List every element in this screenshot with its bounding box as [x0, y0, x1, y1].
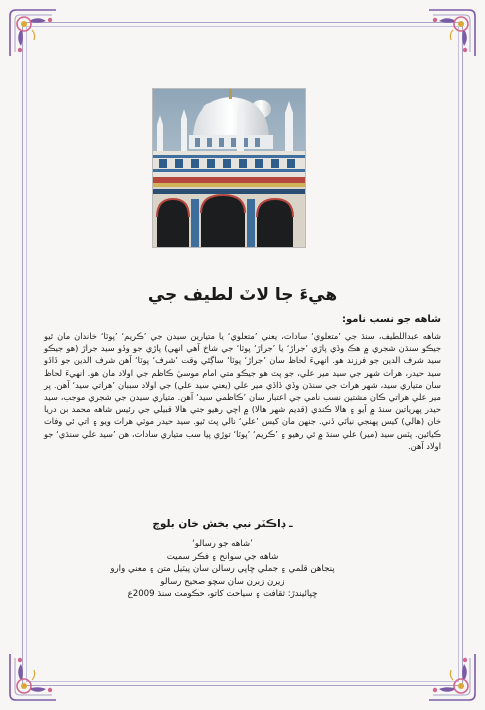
citation-line: پنجاهن قلمي ۽ جملي ڇاپي رسالن سان پيٽيل متن ۽ معني وارو [110, 564, 335, 575]
author-name: ـ ڊاڪٽر نبي بخش خان بلوچ [152, 518, 293, 530]
paragraph-text: شاهه عبداللطيف، سنڌ جي ’متعلوي‘ سادات، يعني ’متعلوي‘ يا متيارين سيدن جي ’ڪريم‘ ’پوٽا‘ خاندان مان ٿيو جيڪو سنڌن شجري ۾ هڪ وڏي پاڙي ’جراڙ‘ يا ’جراڙ‘ پوٽا‘ جي شاخ آهي انهي) پاڙي جو وڏو سيد جراڙ (هو جيڪو سيد شرف الدين جو فرزند هو. انهيءَ لحاظ سان ’جراڙ‘ پوٽا‘ ساڳئي وقت ’شرف‘ پوٽا‘ آهن شرف الدين جو ڏاڏو سيد حيدر، هرات شهر جي سيد مير علي، جو پٽ هو جيڪو متي امام موسيٰ ڪاظم جي اولاد مان هو. انهيءَ لحاظ سان متياري سيد، شهر هرات جي سنڌن وڏي ڏاڏي مير علي (يعني سيد علي) جي اولاد سببان ’هراتي سيد‘ آهن. پر مير علي هراتي ڪان مشتين نسب نامي جي اعتبار سان ’ڪاظمي سيد‘ آهن. متياري سيدن جي شجري موجب، سيد حيدر پهرياتين سنڌ ۾ آيو ۽ هالا ڪندي (قديم شهر هالا) ۾ اچي رهيو جتي هالا قبيلي جي رئيس شاهه محمد بن دريا خان (هالي) کيس پهنجي نياٽي ڏني. جنهن مان کيس ’علي‘ نالي پٽ ٿيو. سيد حيدر موٽي هرات ويو ۽ اتي ئي وفات ڪيائين. پٽس سيد (مير) علي سنڌ ۾ ئي رهيو ۽ ’ڪريم‘ ’پوٽا‘ توڙي پيا سب متياري سادات، هن ’سيد علي سنڌي‘ جو اولاد آهن. [44, 331, 441, 451]
body-paragraph [44, 330, 441, 452]
corner-ornament-icon [6, 6, 60, 60]
corner-ornament-icon [6, 650, 60, 704]
section-heading: شاهه جو نسب نامو: [342, 314, 441, 325]
citation-line: شاهه جي سوانح ۽ فڪر سميت [166, 551, 279, 562]
citation-line: ’شاهه جو رسالو‘ [192, 539, 253, 549]
citation-line: ڇپائيندڙ: ثقافت ۽ سياحت کاتو، حڪومت سنڌ 2009ع [127, 589, 318, 600]
corner-ornament-icon [425, 6, 479, 60]
corner-ornament-icon [425, 650, 479, 704]
shrine-photo [152, 88, 306, 248]
source-citation [60, 538, 385, 601]
citation-line: زيرن زبرن سان سچو صحيح رسالو [160, 576, 285, 587]
page-title: هيءَ جا لاٽ لطيف جي [147, 285, 338, 305]
